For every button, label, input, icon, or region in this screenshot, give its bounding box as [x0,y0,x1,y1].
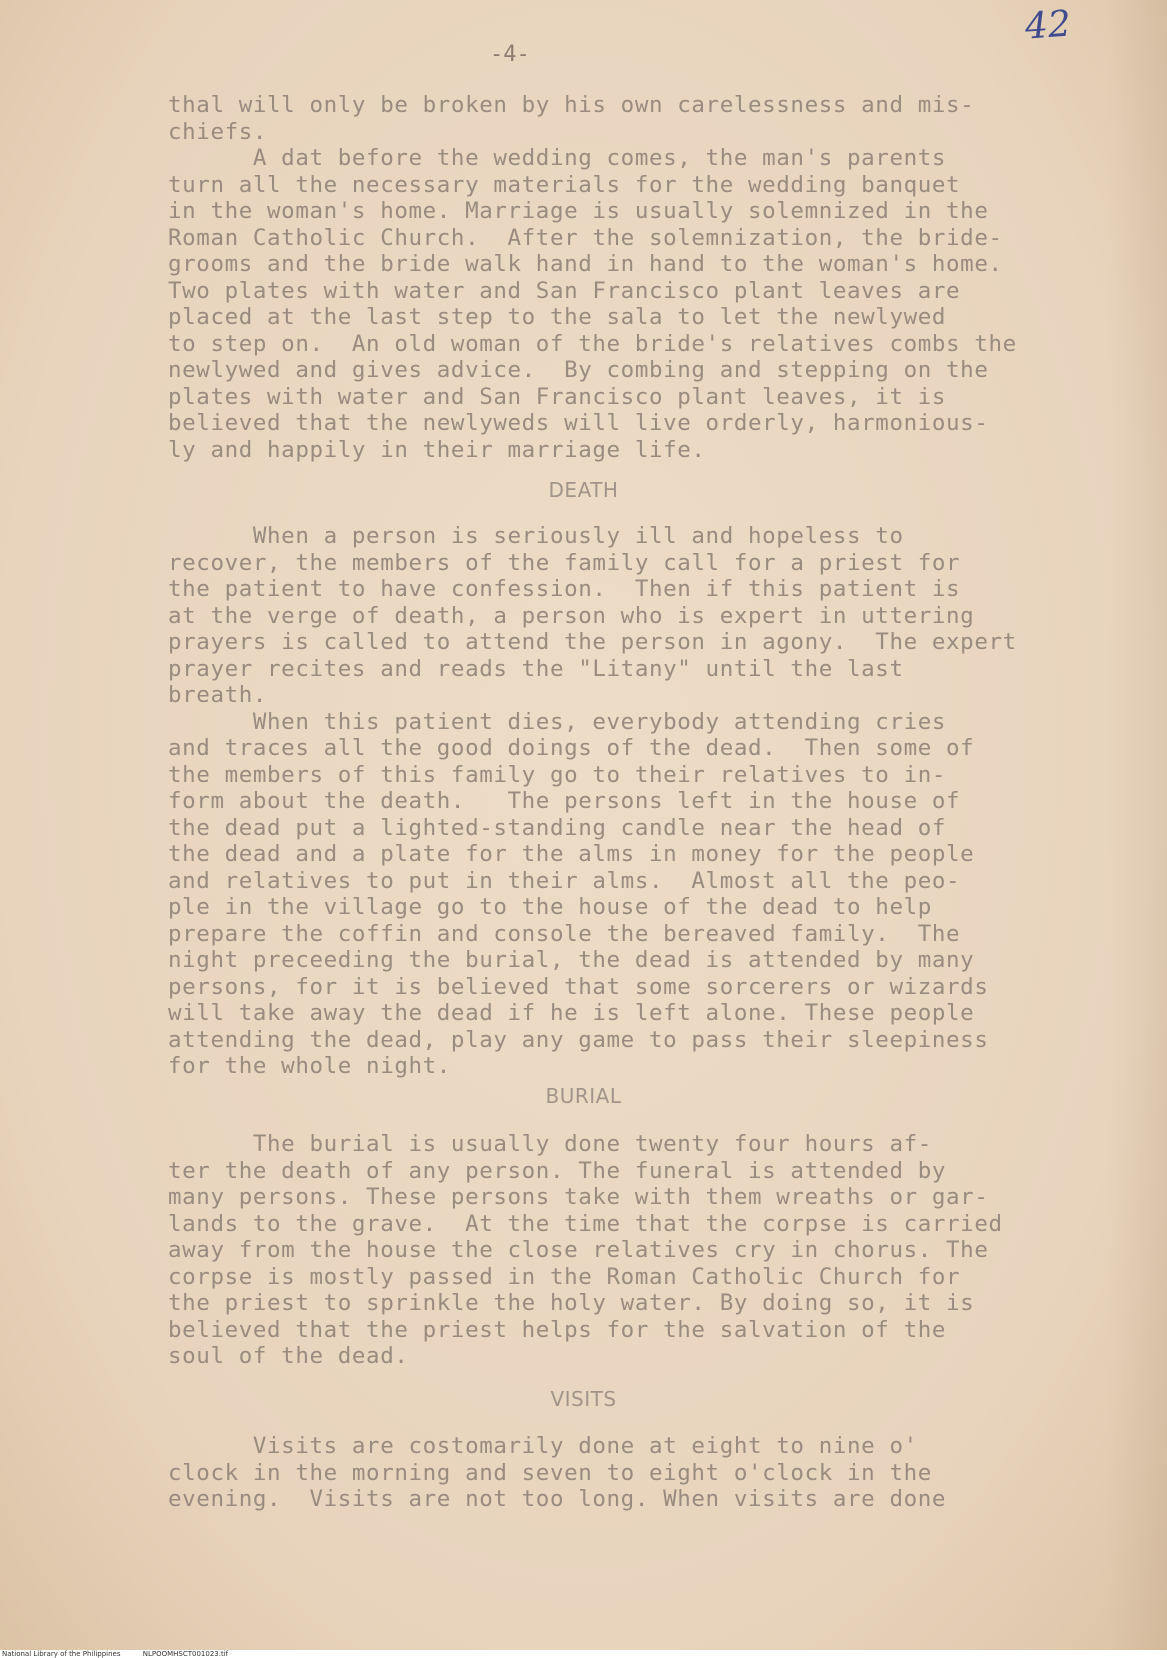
heading-visits: VISITS [550,1387,617,1411]
paragraph-burial: The burial is usually done twenty four hours af- ter the death of any person. The funeral is attended by many persons. These persons take with them wreaths or gar- lands to the grave. At the time that the corpse is carried away from the house the close relatives cry in chorus. The corpse is mostly passed in the Roman Catholic Church for the priest to sprinkle the holy water. By doing so, it is believed that the priest helps for the salvation of the soul of the dead. [168,1131,1003,1369]
handwritten-folio-number: 42 [1023,3,1073,48]
scan-footer [0,1650,1167,1658]
heading-death: DEATH [548,478,619,502]
footer-file-id: NLPOOMHSCT001023.tif [142,1650,229,1658]
paragraph-death: When a person is seriously ill and hopeless to recover, the members of the family call for a priest for the patient to have confession. Then if this patient is at the verge of death, a person who is expert in uttering prayers is called to attend the person in agony. The expert prayer recites and reads the "Litany" until the last breath. When this patient dies, everybody attending cries and traces all the good doings of the dead. Then some of the members of this family go to their relatives to in- form about the death. The persons left in the house of the dead put a lighted-standing candle near the head of the dead and a plate for the alms in money for the people and relatives to put in their alms. Almost all the peo- ple in the village go to the house of the dead to help prepare the coffin and console the bereaved family. The night preceeding the burial, the dead is attended by many persons, for it is believed that some sorcerers or wizards will take away the dead if he is left alone. These people attending the dead, play any game to pass their sleepiness for the whole night. [168,523,1017,1079]
page-number: -4- [490,42,530,67]
footer-institution: National Library of the Philippines [2,1650,121,1658]
paragraph-visits: Visits are costomarily done at eight to nine o' clock in the morning and seven to eight o'clock in the evening. Visits are not too long. When visits are done [168,1433,947,1512]
heading-burial: BURIAL [545,1084,622,1108]
paragraph-marriage-continued: thal will only be broken by his own carelessness and mis- chiefs. A dat before the wedding comes, the man's parents turn all the necessary materials for the wedding banquet in the woman's home. Marriage is usually solemnized in the Roman Catholic Church. After the solemnization, the bride- grooms and the bride walk hand in hand to the woman's home. Two plates with water and San Francisco plant leaves are placed at the last step to the sala to let the newlywed to step on. An old woman of the bride's relatives combs the newlywed and gives advice. By combing and stepping on the plates with water and San Francisco plant leaves, it is believed that the newlyweds will live orderly, harmonious- ly and happily in their marriage life. [168,92,1017,463]
